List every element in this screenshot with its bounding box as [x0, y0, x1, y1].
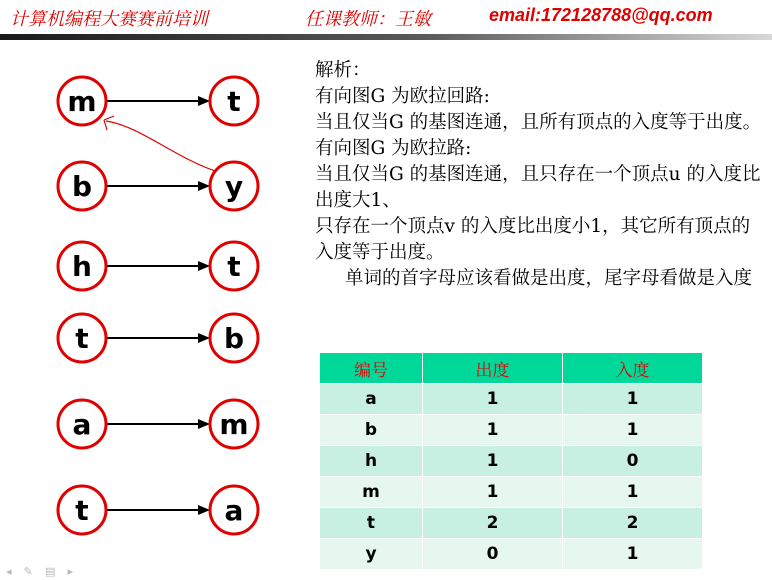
teacher-email: email:172128788@qq.com: [489, 5, 713, 25]
cell-out: 0: [423, 539, 563, 570]
slide-nav: [6, 560, 80, 576]
cell-in: 1: [563, 477, 703, 508]
node-label-a: a: [224, 494, 244, 527]
explanation-heading: 解析：: [315, 60, 371, 81]
explanation-line-3: 有向图G 为欧拉路:: [315, 138, 472, 159]
table-header-row: [320, 353, 703, 384]
node-label-b: b: [223, 322, 245, 355]
node-label-t: t: [75, 322, 89, 355]
table-row: [320, 477, 703, 508]
cell-in: 2: [563, 508, 703, 539]
explanation-line-4: 当且仅当G 的基图连通，且只存在一个顶点u 的入度比出度大1、: [315, 164, 761, 211]
pen-icon[interactable]: ✎: [23, 565, 33, 578]
explanation-line-6: 单词的首字母应该看做是出度，尾字母看做是入度: [345, 268, 753, 289]
node-label-a: a: [72, 408, 92, 441]
cell-id: h: [320, 446, 423, 477]
explanation-line-2: 当且仅当G 的基图连通，且所有顶点的入度等于出度。: [315, 112, 762, 133]
explanation-line-1: 有向图G 为欧拉回路:: [315, 86, 490, 107]
table-row: [320, 384, 703, 415]
red-edge-arrowhead: [104, 116, 114, 130]
table-row: [320, 508, 703, 539]
cell-in: 0: [563, 446, 703, 477]
explanation: [315, 58, 767, 292]
cell-in: 1: [563, 539, 703, 570]
node-label-m: m: [219, 408, 249, 441]
degree-table: [319, 352, 703, 570]
node-label-t: t: [75, 494, 89, 527]
cell-in: 1: [563, 415, 703, 446]
word-graph: [0, 40, 300, 560]
cell-out: 1: [423, 446, 563, 477]
cell-id: a: [320, 384, 423, 415]
cell-out: 1: [423, 415, 563, 446]
node-label-b: b: [71, 170, 93, 203]
slide-header: [0, 0, 772, 40]
node-label-t: t: [227, 250, 241, 283]
table-row: [320, 539, 703, 570]
graph-canvas: [0, 40, 300, 560]
cell-id: t: [320, 508, 423, 539]
table-row: [320, 415, 703, 446]
cell-id: m: [320, 477, 423, 508]
table-row: [320, 446, 703, 477]
cell-out: 2: [423, 508, 563, 539]
cell-id: y: [320, 539, 423, 570]
teacher-name: 任课教师：王敏: [305, 9, 431, 30]
cell-out: 1: [423, 477, 563, 508]
next-arrow-icon[interactable]: ▸: [67, 565, 73, 578]
cell-out: 1: [423, 384, 563, 415]
menu-icon[interactable]: ▤: [44, 565, 56, 578]
header-in-degree: 入度: [563, 353, 703, 384]
node-label-h: h: [72, 250, 92, 283]
prev-arrow-icon[interactable]: ◂: [6, 565, 12, 578]
node-label-y: y: [224, 170, 244, 203]
node-label-t: t: [227, 85, 241, 118]
course-title: 计算机编程大赛赛前培训: [10, 9, 208, 30]
header-id: 编号: [320, 353, 423, 384]
red-edge-y-to-m: [106, 121, 218, 172]
explanation-line-5: 只存在一个顶点v 的入度比出度小1，其它所有顶点的入度等于出度。: [315, 216, 751, 263]
header-out-degree: 出度: [423, 353, 563, 384]
cell-in: 1: [563, 384, 703, 415]
cell-id: b: [320, 415, 423, 446]
node-label-m: m: [67, 85, 97, 118]
